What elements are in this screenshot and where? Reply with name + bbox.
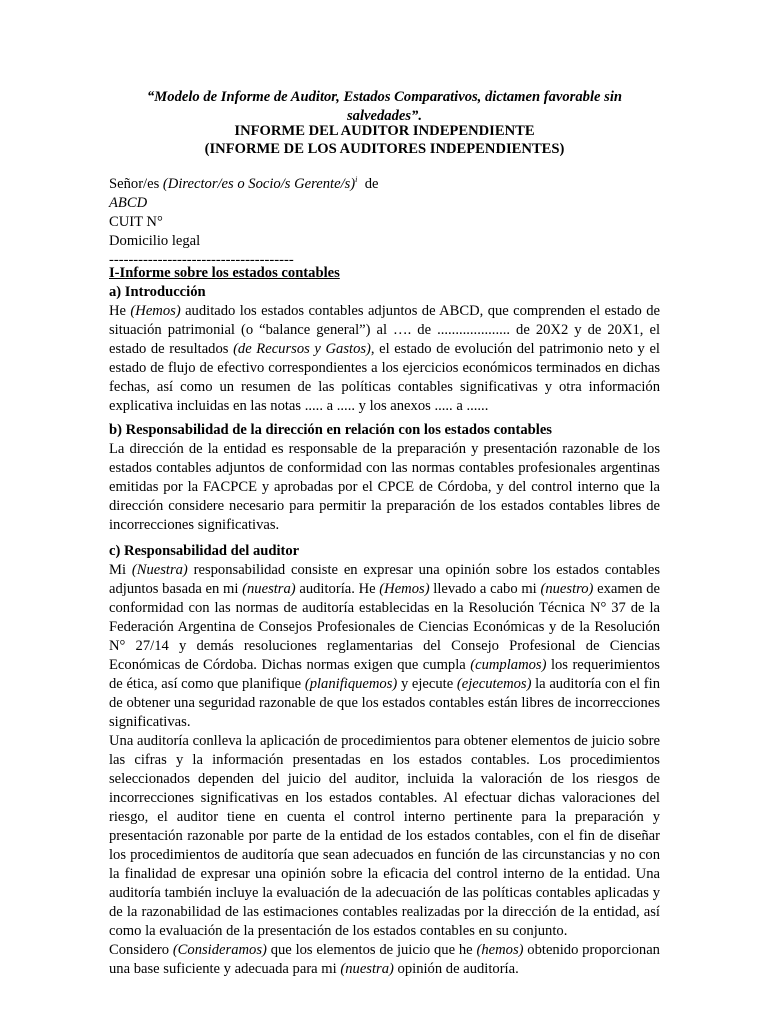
direccion-paragraph: La dirección de la entidad es responsable de la preparación y presentación razonable de los estados contables adjuntos de conformidad con las normas contables profesionales argentinas emitidas por la FACPCE y aprobadas por el CPCE de Córdoba, y del control interno que la dirección considere necesario para permitir la preparación de los estados contables libres de incorrecciones significativas. [109,441,660,533]
addressee-line [109,175,660,194]
auditor-p3-text: opinión de auditoría. [397,961,519,977]
intro-text-3: , el estado de evolución del patrimonio neto y el estado de flujo de efectivo correspondientes a los ejercicios económicos terminados en dichas fechas, así como un resumen de las políticas contables significativas y otra información explicativa incluidas en las notas ..... a ..... y los anexos ..... a ...... [109,341,660,414]
intro-italic-1: (Hemos) [130,303,181,319]
section-title: I-Informe sobre los estados contables [109,265,340,281]
footnote-mark: i [355,175,358,185]
auditor-p1-text: llevado a cabo mi [433,581,537,597]
direccion-title: b) Responsabilidad de la dirección en relación con los estados contables [109,422,552,438]
auditor-p1-italic: (cumplamos) [470,657,547,673]
cuit-line: CUIT N° [109,214,163,230]
addressee-role: (Director/es o Socio/s Gerente/s) [162,176,356,192]
section-responsabilidad-direccion [109,421,660,535]
auditor-p1-italic: (Nuestra) [131,562,188,578]
auditor-p1-text: examen de conformidad con las normas de auditoría establecidas en la Resolución Técnica N° 37 de la Federación Argentina de Consejos Profesionales de Ciencias Económicas y de la Resolución N° 27/14 y demás resoluciones reglamentarias del Consejo Profesional de Ciencias Económicas de Córdoba. Dichas normas exigen que cumpla [109,581,660,673]
auditor-p1-text: y ejecute [400,676,454,692]
intro-paragraph [109,302,660,416]
auditor-p1-italic: (Hemos) [379,581,430,597]
report-subheading: (INFORME DE LOS AUDITORES INDEPENDIENTES) [204,141,565,157]
auditor-p1-italic: (ejecutemos) [456,676,532,692]
auditor-title: c) Responsabilidad del auditor [109,543,300,559]
intro-text-1: He [109,303,127,319]
auditor-p3-text: que los elementos de juicio que he [270,942,473,958]
auditor-p3-italic: (nuestra) [340,961,394,977]
intro-text-2: auditado los estados contables adjuntos de ABCD, que comprenden el estado de situación patrimonial (o “balance general”) al …. de .................... de 20X2 y de 20X1, el estado de resultados [109,303,660,357]
auditor-p1-text: Mi [109,562,127,578]
auditor-p1-italic: (nuestra) [242,581,296,597]
separator-line: -------------------------------------- [109,252,294,268]
auditor-p3-text: obtenido proporcionan una base suficiente y adecuada para mi [109,942,660,977]
intro-italic-2: (de Recursos y Gastos) [233,341,371,357]
auditor-paragraph-2: Una auditoría conlleva la aplicación de procedimientos para obtener elementos de juicio sobre las cifras y la información presentadas en los estados contables. Los procedimientos seleccionados dependen del juicio del auditor, incluida la valoración de los riesgos de incorrecciones significativas en los estados contables. Al efectuar dichas valoraciones del riesgo, el auditor tiene en cuenta el control interno pertinente para la preparación y presentación razonable por parte de la entidad de los estados contables, con el fin de diseñar los procedimientos de auditoría que sean adecuados en función de las circunstancias y no con la finalidad de expresar una opinión sobre la eficacia del control interno de la entidad. Una auditoría también incluye la evaluación de la adecuación de las políticas contables aplicadas y de la razonabilidad de las estimaciones contables realizadas por la dirección de la entidad, así como la evaluación de la presentación de los estados contables en su conjunto. [109,733,660,939]
addressee-suffix: de [364,176,379,192]
auditor-p3-italic: (Consideramos) [172,942,267,958]
auditor-paragraph-3 [109,941,660,979]
auditor-p1-text: los requerimientos de ética, así como que planifique [109,657,660,692]
auditor-p3-italic: (hemos) [476,942,524,958]
document-title: “Modelo de Informe de Auditor, Estados Comparativos, dictamen favorable sin salvedades”. [147,89,622,124]
auditor-p1-italic: (nuestro) [540,581,594,597]
auditor-p1-italic: (planifiquemos) [304,676,398,692]
auditor-paragraph-1 [109,561,660,732]
report-heading: INFORME DEL AUDITOR INDEPENDIENTE [234,123,535,139]
auditor-p3-text: Considero [109,942,169,958]
domicilio-line: Domicilio legal [109,233,201,249]
intro-title: a) Introducción [109,284,206,300]
addressee-block [109,175,660,270]
auditor-p1-text: la auditoría con el fin de obtener una seguridad razonable de que los estados contables están libres de incorrecciones significativas. [109,676,661,730]
section-estados-contables [109,264,660,416]
section-responsabilidad-auditor [109,542,660,979]
auditor-p1-text: responsabilidad consiste en expresar una opinión sobre los estados contables adjuntos basada en mi [109,562,661,597]
company-name: ABCD [109,195,148,211]
auditor-p1-text: auditoría. He [299,581,376,597]
addressee-prefix: Señor/es [109,176,160,192]
